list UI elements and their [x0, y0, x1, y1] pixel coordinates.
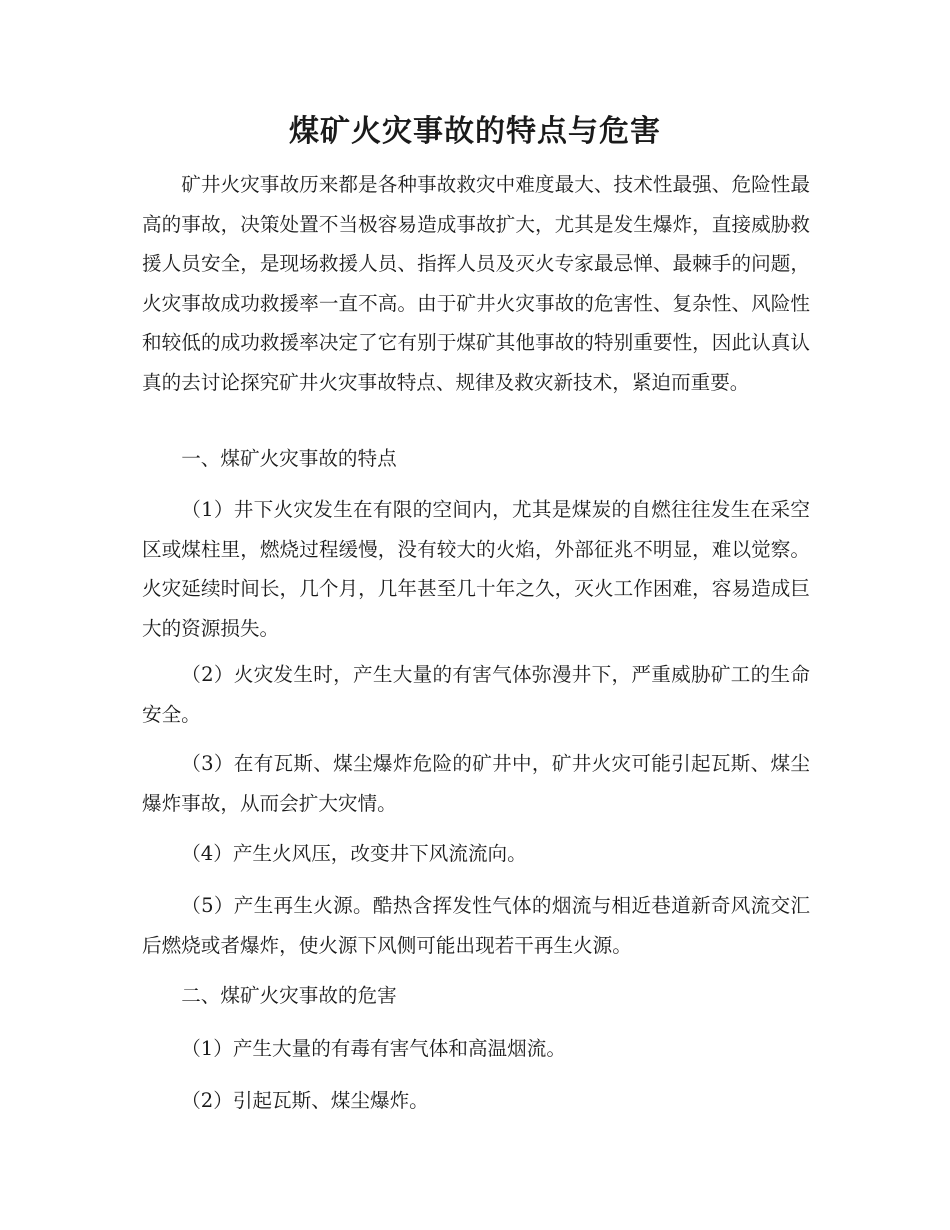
hazard-item-1: （1）产生大量的有毒有害气体和高温烟流。 — [181, 1037, 566, 1060]
section-heading-hazards: 二、煤矿火灾事故的危害 — [181, 984, 397, 1007]
intro-paragraph: 矿井火灾事故历来都是各种事故救灾中难度最大、技术性最强、危险性最高的事故，决策处置不当极容易造成事故扩大，尤其是发生爆炸，直接威胁救援人员安全，是现场救援人员、指挥人员及灭火专家最忌惮、最棘手的问题，火灾事故成功救援率一直不高。由于矿井火灾事故的危害性、复杂性、风险性和较低的成功救援率决定了它有别于煤矿其他事故的特别重要性，因此认真认真的去讨论探究矿井火灾事故特点、规律及救灾新技术，紧迫而重要。 — [142, 173, 810, 394]
characteristic-item-4: （4）产生火风压，改变井下风流流向。 — [181, 842, 527, 865]
section-heading-characteristics: 一、煤矿火灾事故的特点 — [181, 447, 397, 470]
characteristic-item-5: （5）产生再生火源。酷热含挥发性气体的烟流与相近巷道新奇风流交汇后燃烧或者爆炸，使火源下风侧可能出现若干再生火源。 — [142, 894, 810, 957]
hazard-item-2: （2）引起瓦斯、煤尘爆炸。 — [181, 1089, 429, 1112]
characteristic-item-3: （3）在有瓦斯、煤尘爆炸危险的矿井中，矿井火灾可能引起瓦斯、煤尘爆炸事故，从而会扩大灾情。 — [142, 752, 810, 815]
document-title: 煤矿火灾事故的特点与危害 — [289, 114, 661, 149]
characteristic-item-1: （1）井下火灾发生在有限的空间内，尤其是煤炭的自燃往往发生在采空区或煤柱里，燃烧过程缓慢，没有较大的火焰，外部征兆不明显，难以觉察。火灾延续时间长，几个月，几年甚至几十年之久，灭火工作困难，容易造成巨大的资源损失。 — [142, 498, 810, 640]
characteristic-item-2: （2）火灾发生时，产生大量的有害气体弥漫井下，严重威胁矿工的生命安全。 — [142, 663, 810, 726]
